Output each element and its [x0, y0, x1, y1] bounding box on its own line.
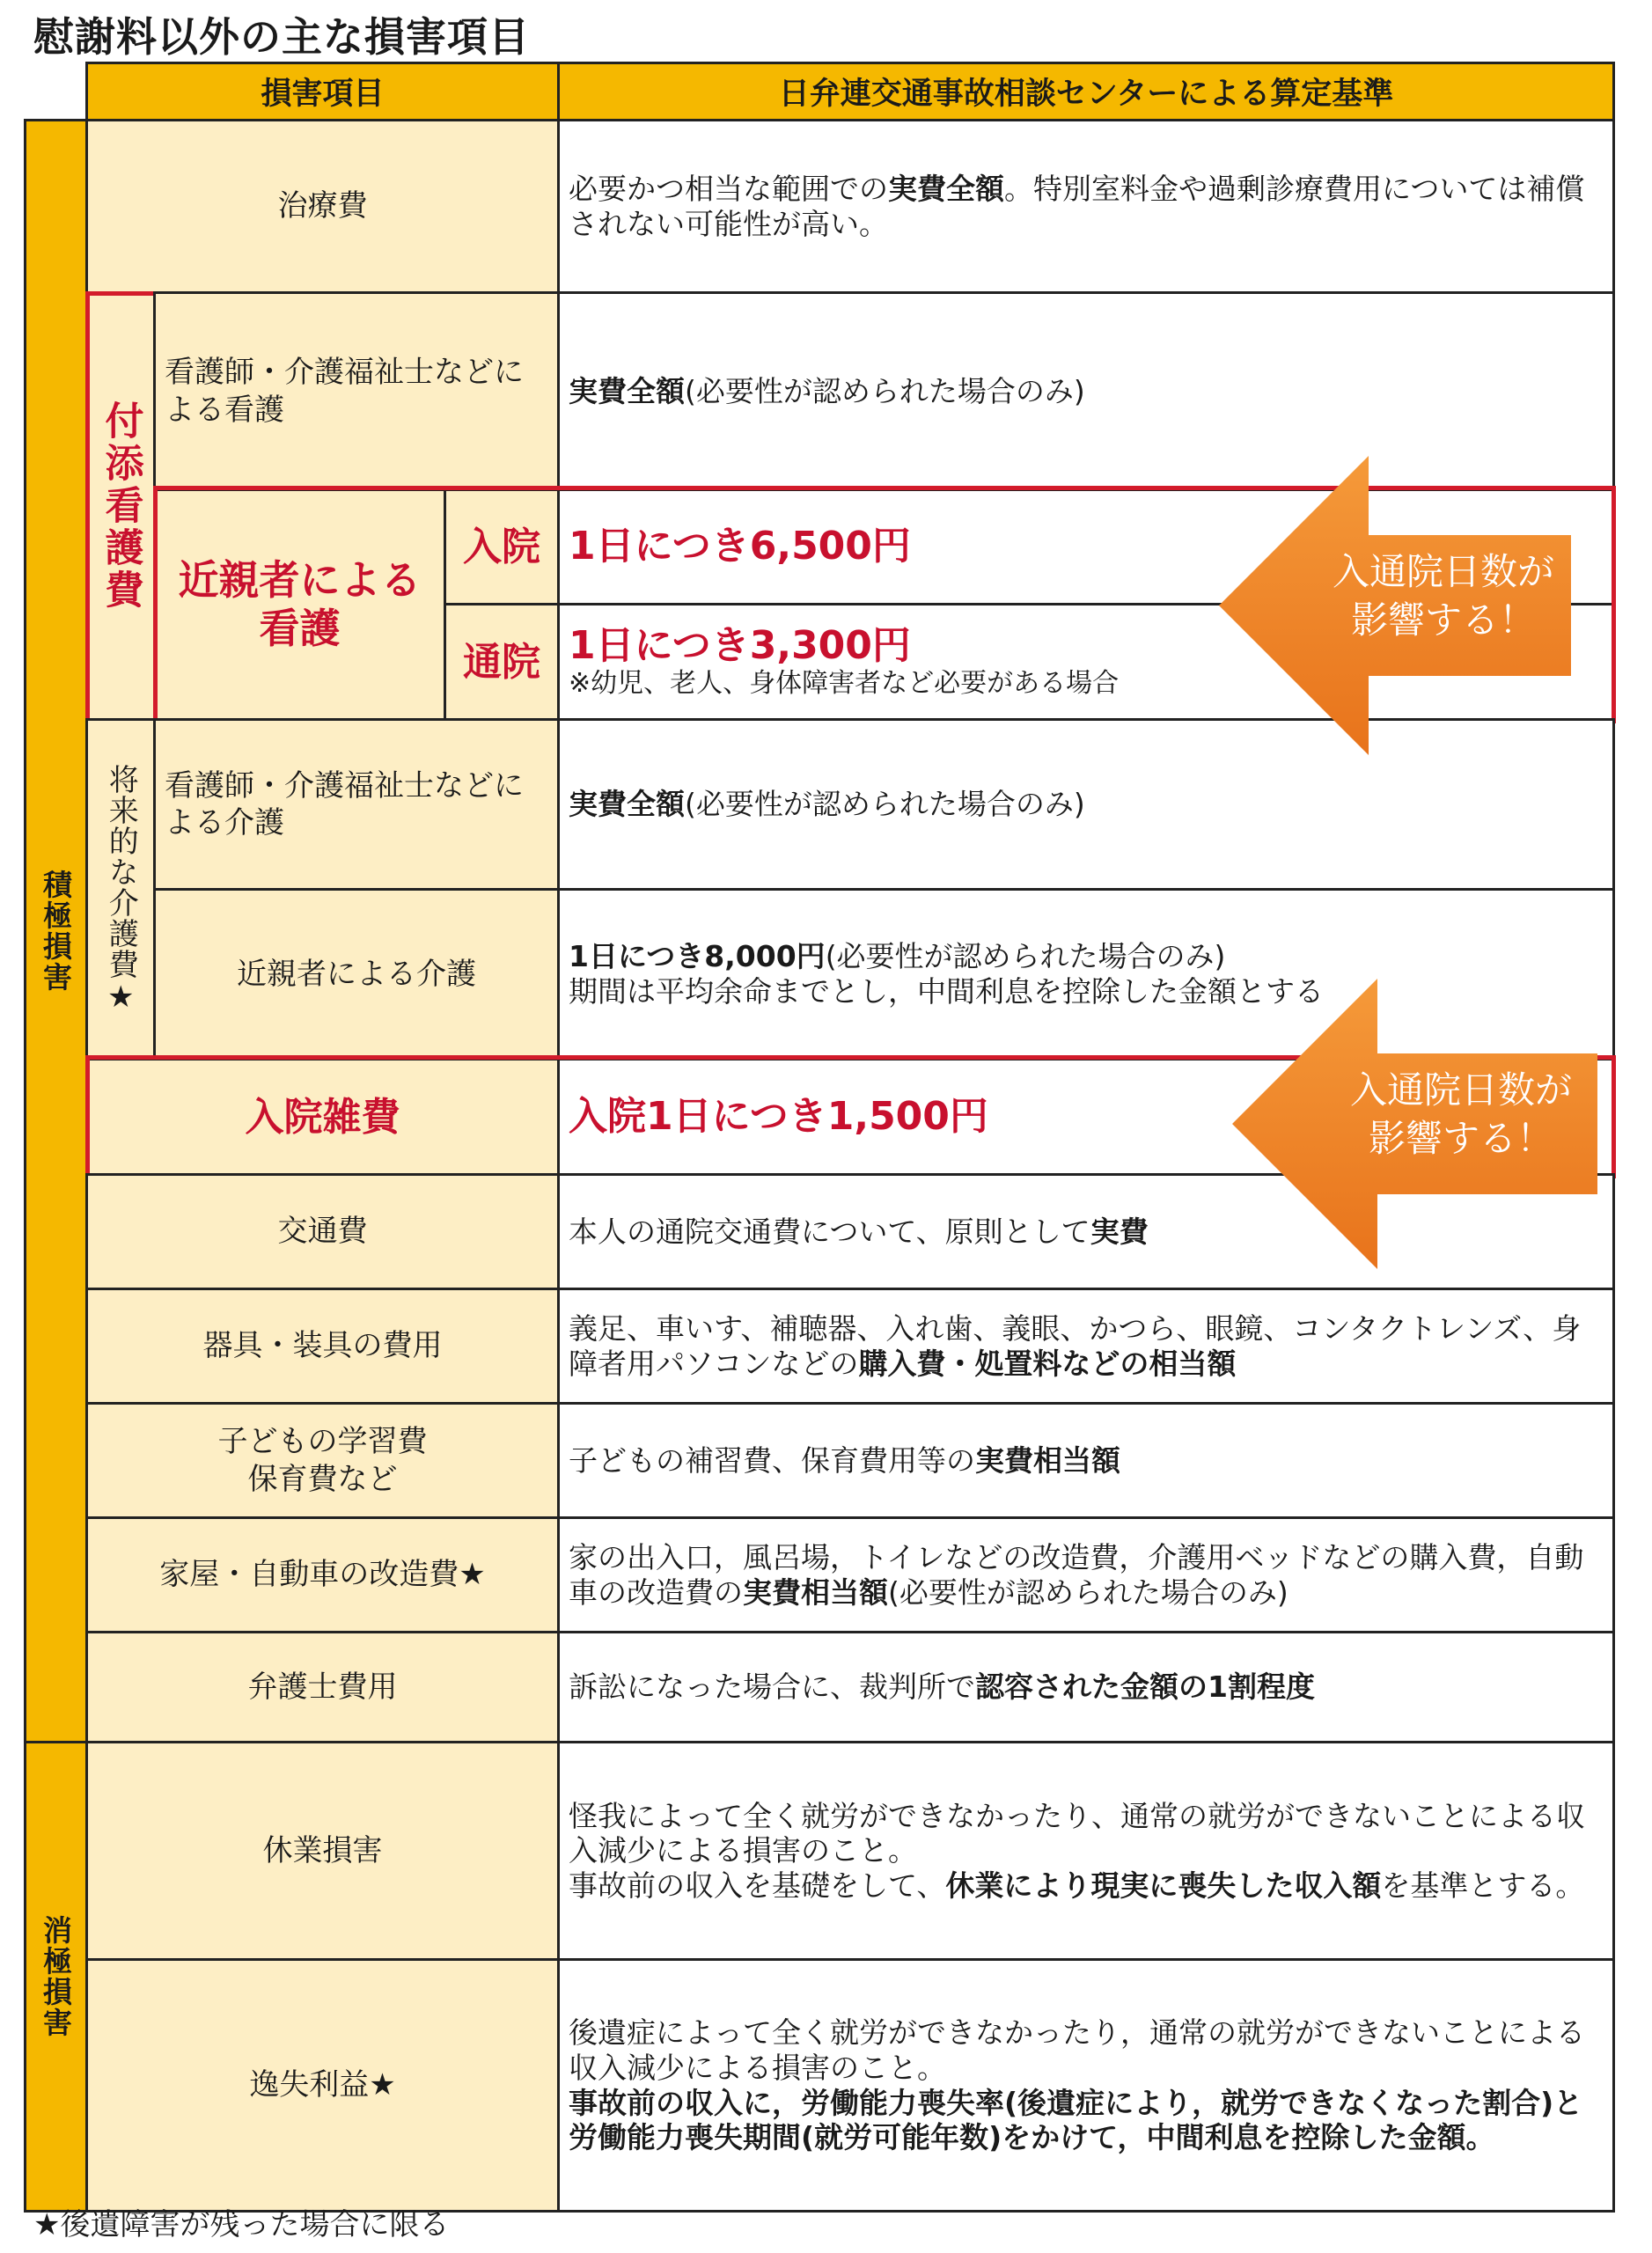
callout-arrow-1 [1219, 456, 1589, 755]
desc-equipment: 義足、車いす、補聴器、入れ歯、義眼、かつら、眼鏡、コンタクトレンズ、身障者用パソコンなどの購入費・処置料などの相当額 [557, 1288, 1615, 1405]
item-equipment: 器具・装具の費用 [85, 1288, 560, 1405]
item-renovation: 家屋・自動車の改造費★ [85, 1516, 560, 1633]
item-care-professional: 看護師・介護福祉士などによる介護 [153, 718, 560, 891]
outpatient-rate: 1日につき3,300円 [569, 622, 911, 668]
hospital-misc-rate: 入院1日につき1,500円 [569, 1093, 988, 1139]
inpatient-label: 入院 [463, 525, 540, 569]
group-future-care [85, 718, 156, 1060]
group-attendance-label: 付添看護費 [98, 400, 143, 612]
item-care-relative: 近親者による介護 [153, 888, 560, 1060]
callout-arrow-2 [1232, 979, 1602, 1269]
item-education: 子どもの学習費 保育費など [85, 1402, 560, 1519]
item-outpatient [444, 603, 560, 721]
desc-renovation: 家の出入口，風呂場，トイレなどの改造費，介護用ベッドなどの購入費，自動車の改造費の実費相当額(必要性が認められた場合のみ) [557, 1516, 1615, 1633]
category-passive-label: 消極損害 [39, 1915, 73, 2038]
desc-nurse-professional: 実費全額(必要性が認められた場合のみ) [557, 291, 1615, 491]
desc-treatment: 必要かつ相当な範囲での実費全額。特別室料金や過剰診療費用については補償されない可能性が高い。 [557, 119, 1615, 294]
item-lost-profit: 逸失利益★ [85, 1958, 560, 2213]
hospital-misc-label: 入院雑費 [245, 1094, 400, 1140]
desc-care-relative: 1日につき8,000円(必要性が認められた場合のみ) 期間は平均余命までとし，中間利息を控除した金額とする [557, 888, 1615, 1060]
category-passive-damages [24, 1741, 88, 2213]
outpatient-note: ※幼児、老人、身体障害者など必要がある場合 [569, 668, 1120, 700]
desc-lost-profit: 後遺症によって全く就労ができなかったり，通常の就労ができないことによる収入減少による損害のこと。 事故前の収入に，労働能力喪失率(後遺症により，就労できなくなった割合)と労働能力喪失期間(就労可能年数)をかけて，中間利息を控除した金額。 [557, 1958, 1615, 2213]
category-active-damages [24, 119, 88, 1743]
item-nurse-professional: 看護師・介護福祉士などによる看護 [153, 291, 560, 491]
item-hospital-misc [85, 1058, 560, 1176]
desc-care-professional: 実費全額(必要性が認められた場合のみ) [557, 718, 1615, 891]
category-active-label: 積極損害 [39, 870, 73, 993]
item-transport: 交通費 [85, 1173, 560, 1290]
item-treatment: 治療費 [85, 119, 560, 294]
callout-2-text: 入通院日数が 影響する！ [1349, 1068, 1572, 1160]
item-inpatient [444, 488, 560, 605]
callout-1-text: 入通院日数が 影響する！ [1332, 550, 1554, 642]
item-lawyer: 弁護士費用 [85, 1631, 560, 1743]
desc-education: 子どもの補習費、保育費用等の実費相当額 [557, 1402, 1615, 1519]
page-title: 慰謝料以外の主な損害項目 [33, 13, 530, 61]
group-future-care-label: 将来的な介護費★ [103, 763, 139, 1016]
footnote: ★後遺障害が残った場合に限る [33, 2207, 450, 2242]
nurse-relative-label: 近親者による看護 [178, 555, 422, 652]
desc-transport: 本人の通院交通費について、原則として実費 [557, 1173, 1615, 1290]
inpatient-rate: 1日につき6,500円 [569, 524, 911, 569]
desc-lawyer: 訴訟になった場合に、裁判所で認容された金額の1割程度 [557, 1631, 1615, 1743]
outpatient-label: 通院 [463, 639, 540, 685]
header-item-column: 損害項目 [85, 62, 560, 121]
item-nurse-relative [153, 488, 446, 721]
item-lost-work: 休業損害 [85, 1741, 560, 1961]
desc-lost-work: 怪我によって全く就労ができなかったり、通常の就労ができないことによる収入減少による損害のこと。 事故前の収入を基礎をして、休業により現実に喪失した収入額を基準とする。 [557, 1741, 1615, 1961]
header-standard-column: 日弁連交通事故相談センターによる算定基準 [557, 62, 1615, 121]
group-attendance-care [85, 291, 156, 721]
